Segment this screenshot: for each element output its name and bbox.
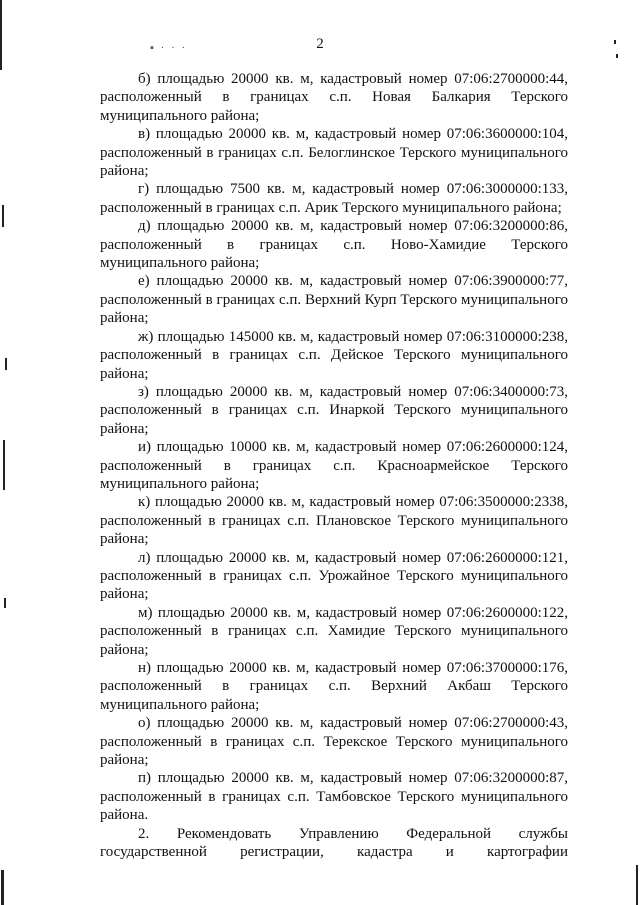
list-item-l: л) площадью 20000 кв. м, кадастровый номер 07:06:2600000:121, расположенный в границах с.п. Урожайное Терского муниципального района; <box>100 549 568 603</box>
scan-edge-mark <box>614 40 616 44</box>
list-item-d: д) площадью 20000 кв. м, кадастровый номер 07:06:3200000:86, расположенный в границах с.п. Ново-Хамидие Терского муниципального района; <box>100 218 568 272</box>
scan-speck-dots: ▪ · · · <box>150 42 188 54</box>
recommendation-paragraph: 2. Рекомендовать Управлению Федеральной службы государственной регистрации, кадастра и картографии <box>100 825 568 861</box>
list-item-m: м) площадью 20000 кв. м, кадастровый номер 07:06:2600000:122, расположенный в границах с.п. Хамидие Терского муниципального района; <box>100 604 568 658</box>
scan-edge-mark <box>1 870 4 905</box>
list-item-i: и) площадью 10000 кв. м, кадастровый номер 07:06:2600000:124, расположенный в границах с.п. Красноармейское Терского муниципального района; <box>100 439 568 492</box>
list-item-k: к) площадью 20000 кв. м, кадастровый номер 07:06:3500000:2338, расположенный в границах с.п. Плановское Терского муниципального района; <box>100 494 568 548</box>
scan-edge-mark <box>3 440 5 490</box>
scan-edge-mark <box>636 865 638 905</box>
list-item-n: н) площадью 20000 кв. м, кадастровый номер 07:06:3700000:176, расположенный в границах с.п. Верхний Акбаш Терского муниципального района; <box>100 660 568 713</box>
list-item-e: е) площадью 20000 кв. м, кадастровый номер 07:06:3900000:77, расположенный в границах с.п. Верхний Курп Терского муниципального района; <box>100 273 568 327</box>
scan-edge-mark <box>5 358 7 370</box>
scan-edge-mark <box>2 205 4 227</box>
list-item-p: п) площадью 20000 кв. м, кадастровый номер 07:06:3200000:87, расположенный в границах с.п. Тамбовское Терского муниципального района. <box>100 770 568 824</box>
list-item-zh: ж) площадью 145000 кв. м, кадастровый номер 07:06:3100000:238, расположенный в границах с.п. Дейское Терского муниципального района; <box>100 328 568 382</box>
list-item-b: б) площадью 20000 кв. м, кадастровый номер 07:06:2700000:44, расположенный в границах с.п. Новая Балкария Терского муниципального района; <box>100 71 568 124</box>
scan-edge-mark <box>616 54 618 58</box>
page-number: 2 <box>316 36 324 52</box>
scan-edge-mark <box>4 598 6 608</box>
list-item-g: г) площадью 7500 кв. м, кадастровый номер 07:06:3000000:133, расположенный в границах с.п. Арик Терского муниципального района; <box>100 181 568 216</box>
scan-edge-mark <box>0 0 2 70</box>
list-item-v: в) площадью 20000 кв. м, кадастровый номер 07:06:3600000:104, расположенный в границах с.п. Белоглинское Терского муниципального района; <box>100 126 568 180</box>
list-item-o: о) площадью 20000 кв. м, кадастровый номер 07:06:2700000:43, расположенный в границах с.п. Терекское Терского муниципального района; <box>100 715 568 769</box>
list-item-z: з) площадью 20000 кв. м, кадастровый номер 07:06:3400000:73, расположенный в границах с.п. Инаркой Терского муниципального района; <box>100 383 568 437</box>
document-body <box>100 70 568 861</box>
